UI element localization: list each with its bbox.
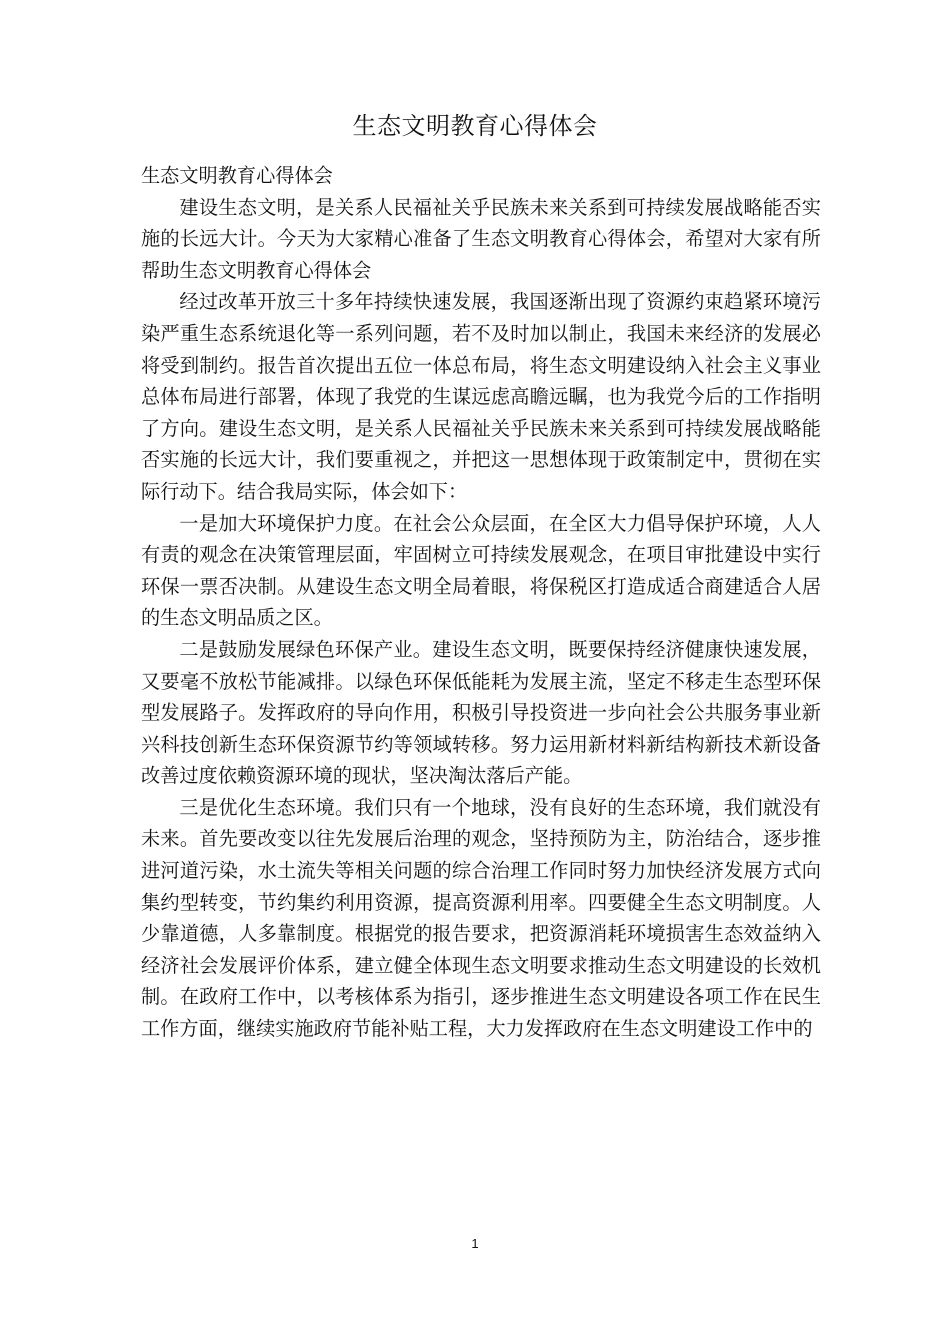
paragraph-background: 经过改革开放三十多年持续快速发展，我国逐渐出现了资源约束趋紧环境污染严重生态系统退化等一系列问题，若不及时加以制止，我国未来经济的发展必将受到制约。报告首次提出五位一体总布局，将生态文明建设纳入社会主义事业总体布局进行部署，体现了我党的生谋远虑高瞻远瞩，也为我党今后的工作指明了方向。建设生态文明，是关系人民福祉关乎民族未来关系到可持续发展战略能否实施的长远大计，我们要重视之，并把这一思想体现于政策制定中，贯彻在实际行动下。结合我局实际，体会如下：	[141, 290, 821, 503]
subtitle-line: 生态文明教育心得体会	[141, 164, 333, 187]
paragraph-intro: 建设生态文明，是关系人民福祉关乎民族未来关系到可持续发展战略能否实施的长远大计。今天为大家精心准备了生态文明教育心得体会，希望对大家有所帮助生态文明教育心得体会	[141, 195, 821, 282]
document-title: 生态文明教育心得体会	[352, 112, 598, 140]
paragraph-point-two: 二是鼓励发展绿色环保产业。建设生态文明，既要保持经济健康快速发展，又要毫不放松节能减排。以绿色环保低能耗为发展主流，坚定不移走生态型环保型发展路子。发挥政府的导向作用，积极引导投资进一步向社会公共服务事业新兴科技创新生态环保资源节约等领域转移。努力运用新材料新结构新技术新设备改善过度依赖资源环境的现状，坚决淘汰落后产能。	[141, 637, 821, 788]
paragraph-point-one: 一是加大环境保护力度。在社会公众层面，在全区大力倡导保护环境，人人有责的观念在决策管理层面，牢固树立可持续发展观念，在项目审批建设中实行环保一票否决制。从建设生态文明全局着眼，将保税区打造成适合商建适合人居的生态文明品质之区。	[141, 511, 821, 630]
paragraph-point-three: 三是优化生态环境。我们只有一个地球，没有良好的生态环境，我们就没有未来。首先要改变以往先发展后治理的观念，坚持预防为主，防治结合，逐步推进河道污染，水土流失等相关问题的综合治理工作同时努力加快经济发展方式向集约型转变，节约集约利用资源，提高资源利用率。四要健全生态文明制度。人少靠道德，人多靠制度。根据党的报告要求，把资源消耗环境损害生态效益纳入经济社会发展评价体系，建立健全体现生态文明要求推动生态文明建设的长效机制。在政府工作中，以考核体系为指引，逐步推进生态文明建设各项工作在民生工作方面，继续实施政府节能补贴工程，大力发挥政府在生态文明建设工作中的	[141, 795, 821, 1041]
document-body	[141, 160, 821, 1045]
page-number: 1	[471, 1236, 479, 1251]
